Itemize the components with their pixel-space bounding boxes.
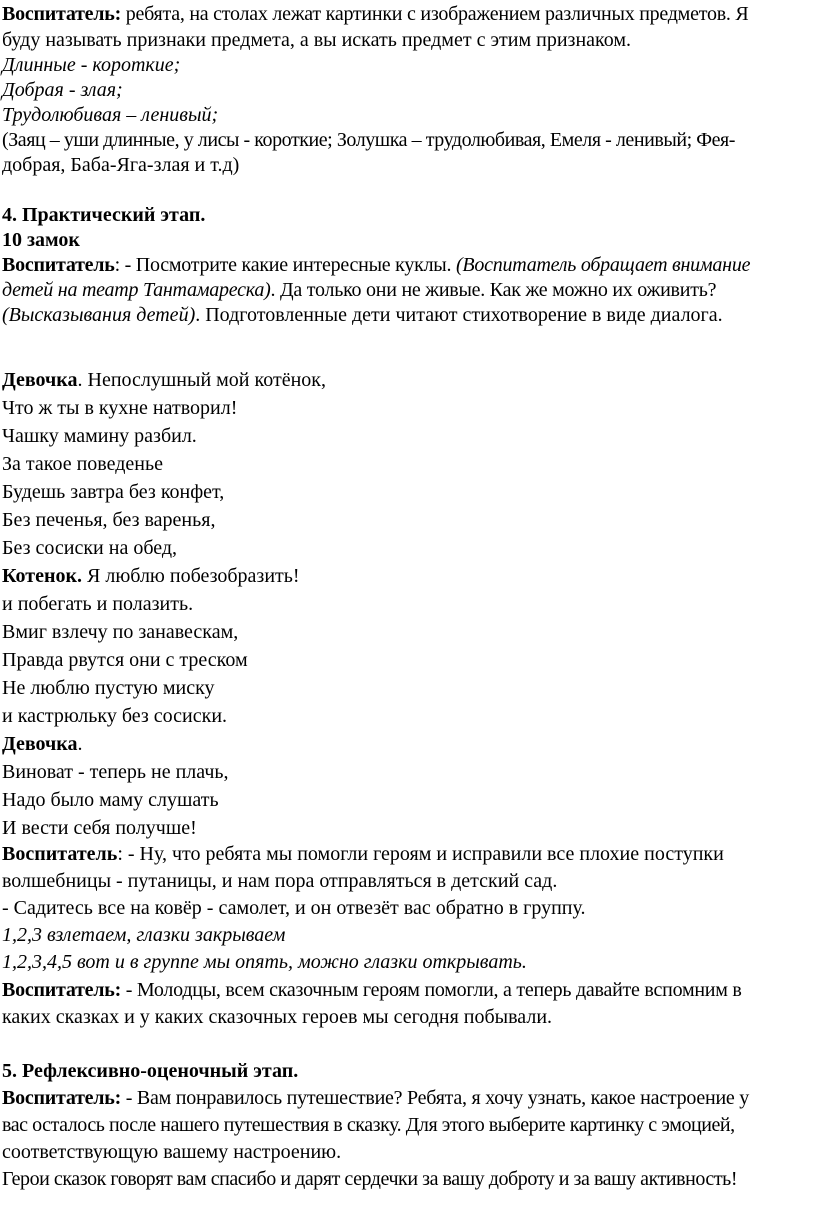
poem-line — [2, 565, 300, 587]
section-5-heading — [2, 1060, 298, 1082]
section-4-line-2 — [2, 279, 716, 301]
paragraph-text: Ну, что ребята мы помогли героям и исправили все плохие поступки — [139, 843, 724, 865]
separator: : - — [114, 254, 136, 276]
poem-text: . — [77, 733, 83, 755]
italic-remark: (Воспитатель обращает внимание — [456, 254, 751, 276]
speaker-label: Воспитатель: — [2, 979, 121, 1001]
poem-line: и побегать и полазить. — [2, 593, 194, 615]
paragraph-text: . Подготовленные дети читают стихотворение в виде диалога. — [195, 304, 723, 326]
poem-text: Я люблю побезобразить! — [82, 565, 300, 587]
italic-remark: детей на театр Тантамареска) — [2, 279, 271, 301]
italic-remark: (Высказывания детей) — [2, 304, 196, 326]
poem-line: Без сосиски на обед, — [2, 537, 178, 559]
poem-line: Виноват - теперь не плачь, — [2, 761, 229, 783]
poem-line: и кастрюльку без сосиски. — [2, 705, 228, 727]
speaker-label: Воспитатель — [2, 843, 118, 865]
speaker-label: Девочка — [2, 733, 78, 755]
speaker-label: Котенок. — [2, 565, 82, 587]
section-4-line-1 — [2, 254, 750, 276]
poem-line: Чашку мамину разбил. — [2, 425, 197, 447]
pair-line — [2, 54, 180, 76]
subheading-text: 10 замок — [2, 229, 80, 251]
chant-line-2 — [2, 951, 527, 973]
speaker-label: Воспитатель: — [2, 3, 121, 25]
section-5-line-2: вас осталось после нашего путешествия в сказку. Для этого выберите картинку с эмоцией, — [2, 1114, 735, 1136]
section-5-line-1 — [2, 1087, 749, 1109]
chant-text: 1,2,3,4,5 вот и в группе мы опять, можно глазки открывать. — [2, 951, 527, 973]
poem-line: И вести себя получше! — [2, 817, 197, 839]
separator: : - — [117, 843, 140, 865]
poem-line: За такое поведенье — [2, 453, 163, 475]
poem-line: Что ж ты в кухне натворил! — [2, 397, 238, 419]
examples-line-1: (Заяц – уши длинные, у лисы - короткие; Золушка – трудолюбивая, Емеля - ленивый; Фея- — [2, 129, 735, 151]
heading-text: 4. Практический этап. — [2, 204, 206, 226]
poem-line: Вмиг взлечу по занавескам, — [2, 621, 239, 643]
closing-line-4 — [2, 979, 742, 1001]
intro-line-1 — [2, 3, 748, 25]
paragraph-text: Посмотрите какие интересные куклы. — [135, 254, 456, 276]
speaker-label: Воспитатель — [2, 254, 115, 276]
chant-line-1 — [2, 924, 285, 946]
intro-line-2: буду называть признаки предмета, а вы искать предмет с этим признаком. — [2, 29, 632, 51]
pair-line — [2, 79, 123, 101]
pair-line — [2, 104, 218, 126]
closing-line-2: волшебницы - путаницы, и нам пора отправляться в детский сад. — [2, 870, 558, 892]
poem-line: Без печенья, без варенья, — [2, 509, 216, 531]
poem-line — [2, 733, 83, 755]
speaker-label: Девочка — [2, 369, 78, 391]
examples-line-2: добрая, Баба-Яга-злая и т.д) — [2, 154, 240, 176]
section-4-subheading — [2, 229, 80, 251]
closing-line-1 — [2, 843, 724, 865]
poem-line: Надо было маму слушать — [2, 789, 219, 811]
speaker-label: Воспитатель: — [2, 1087, 121, 1109]
section-5-line-4: Герои сказок говорят вам спасибо и дарят сердечки за вашу доброту и за вашу активность! — [2, 1168, 738, 1190]
poem-line: Будешь завтра без конфет, — [2, 481, 225, 503]
paragraph-text: - Молодцы, всем сказочным героям помогли, а теперь давайте вспомним в — [120, 979, 742, 1001]
poem-line: Не люблю пустую миску — [2, 677, 215, 699]
section-5-line-3: соответствующую вашему настроению. — [2, 1141, 342, 1163]
section-4-heading — [2, 204, 205, 226]
paragraph-text: ребята, на столах лежат картинки с изображением различных предметов. Я — [120, 3, 749, 25]
pair-text: Добрая - злая; — [2, 79, 123, 101]
paragraph-text: - Вам понравилось путешествие? Ребята, я хочу узнать, какое настроение у — [120, 1087, 750, 1109]
pair-text: Трудолюбивая – ленивый; — [2, 104, 219, 126]
poem-text: . Непослушный мой котёнок, — [77, 369, 326, 391]
paragraph-text: . Да только они не живые. Как же можно их оживить? — [270, 279, 717, 301]
section-4-line-3 — [2, 304, 723, 326]
closing-line-5: каких сказках и у каких сказочных героев мы сегодня побывали. — [2, 1006, 553, 1028]
poem-line — [2, 369, 326, 391]
closing-line-3: - Садитесь все на ковёр - самолет, и он отвезёт вас обратно в группу. — [2, 897, 586, 919]
pair-text: Длинные - короткие; — [2, 54, 181, 76]
heading-text: 5. Рефлексивно-оценочный этап. — [2, 1060, 299, 1082]
poem-line: Правда рвутся они с треском — [2, 649, 248, 671]
chant-text: 1,2,3 взлетаем, глазки закрываем — [2, 924, 286, 946]
